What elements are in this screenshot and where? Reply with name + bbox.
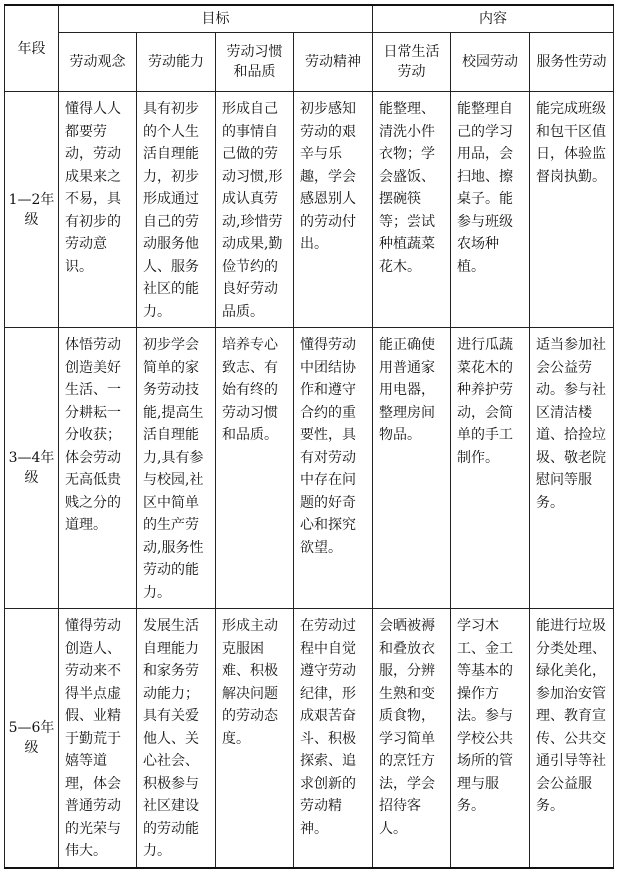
table-cell: 初步感知劳动的艰辛与乐趣，学会感恩别人的劳动付出。: [294, 92, 373, 328]
table-cell: 能整理自己的学习用品，会扫地、擦桌子。能参与班级农场种植。: [451, 92, 530, 328]
table-cell: 适当参加社会公益劳动。参与社区清洁楼道、拾捡垃圾、敬老院慰问等服务。: [530, 328, 614, 609]
table-cell: 能完成班级和包干区值日，体验监督岗执勤。: [530, 92, 614, 328]
table-cell: 发展生活自理能力和家务劳动能力；具有关爱他人、关心社会、积极参与社区建设的劳动能力。: [137, 609, 216, 868]
curriculum-table: [4, 4, 614, 869]
table-cell: 能进行垃圾分类处理、绿化美化，参加治安管理、教育宣传、公共交通引导等社会公益服务。: [530, 609, 614, 868]
table-cell: 能整理、清洗小件衣物；学会盛饭、摆碗筷等；尝试种植蔬菜花木。: [373, 92, 451, 328]
header-row-columns: [5, 33, 614, 92]
header-stage: 年段: [5, 5, 59, 92]
table-wrapper: [4, 4, 614, 869]
header-content: 内容: [373, 5, 614, 33]
row-stage: 3—4年级: [5, 328, 59, 609]
header-campus-labor: 校园劳动: [451, 33, 530, 92]
table-cell: 在劳动过程中自觉遵守劳动纪律，形成艰苦奋斗、积极探索、追求创新的劳动精神。: [294, 609, 373, 868]
table-cell: 形成自己的事情自己做的劳动习惯,形成认真劳动,珍惜劳动成果,勤俭节约的良好劳动品质。: [216, 92, 294, 328]
table-cell: 初步学会简单的家务劳动技能,提高生活自理能力,具有参与校园,社区中简单的生产劳动,服务性劳动的能力。: [137, 328, 216, 609]
table-cell: 能正确使用普通家用电器，整理房间物品。: [373, 328, 451, 609]
table-cell: 培养专心致志、有始有终的劳动习惯和品质。: [216, 328, 294, 609]
table-row: [5, 328, 614, 609]
header-daily-labor: 日常生活劳动: [373, 33, 451, 92]
row-stage: 1—2年级: [5, 92, 59, 328]
table-cell: 学习木工、金工等基本的操作方法。参与学校公共场所的管理与服务。: [451, 609, 530, 868]
header-row-top: [5, 5, 614, 33]
table-cell: 形成主动克服困难、积极解决问题的劳动态度。: [216, 609, 294, 868]
table-cell: 具有初步的个人生活自理能力，初步形成通过自己的劳动服务他人、服务社区的能力。: [137, 92, 216, 328]
row-stage: 5—6年级: [5, 609, 59, 868]
table-cell: 懂得人人都要劳动，劳动成果来之不易，具有初步的劳动意识。: [59, 92, 137, 328]
table-cell: 懂得劳动创造人、劳动来不得半点虚假、业精于勤荒于嬉等道理，体会普通劳动的光荣与伟大。: [59, 609, 137, 868]
header-labor-ability: 劳动能力: [137, 33, 216, 92]
header-labor-spirit: 劳动精神: [294, 33, 373, 92]
table-cell: 会晒被褥和叠放衣服，分辨生熟和变质食物，学习简单的烹饪方法，学会招待客人。: [373, 609, 451, 868]
table-cell: 懂得劳动中团结协作和遵守合约的重要性，具有对劳动中存在问题的好奇心和探究欲望。: [294, 328, 373, 609]
header-service-labor: 服务性劳动: [530, 33, 614, 92]
table-row: [5, 609, 614, 868]
table-cell: 体悟劳动创造美好生活、一分耕耘一分收获；体会劳动无高低贵贱之分的道理。: [59, 328, 137, 609]
header-goals: 目标: [59, 5, 373, 33]
table-cell: 进行瓜蔬菜花木的种养护劳动，会简单的手工制作。: [451, 328, 530, 609]
header-labor-habits: 劳动习惯和品质: [216, 33, 294, 92]
table-row: [5, 92, 614, 328]
header-labor-concept: 劳动观念: [59, 33, 137, 92]
